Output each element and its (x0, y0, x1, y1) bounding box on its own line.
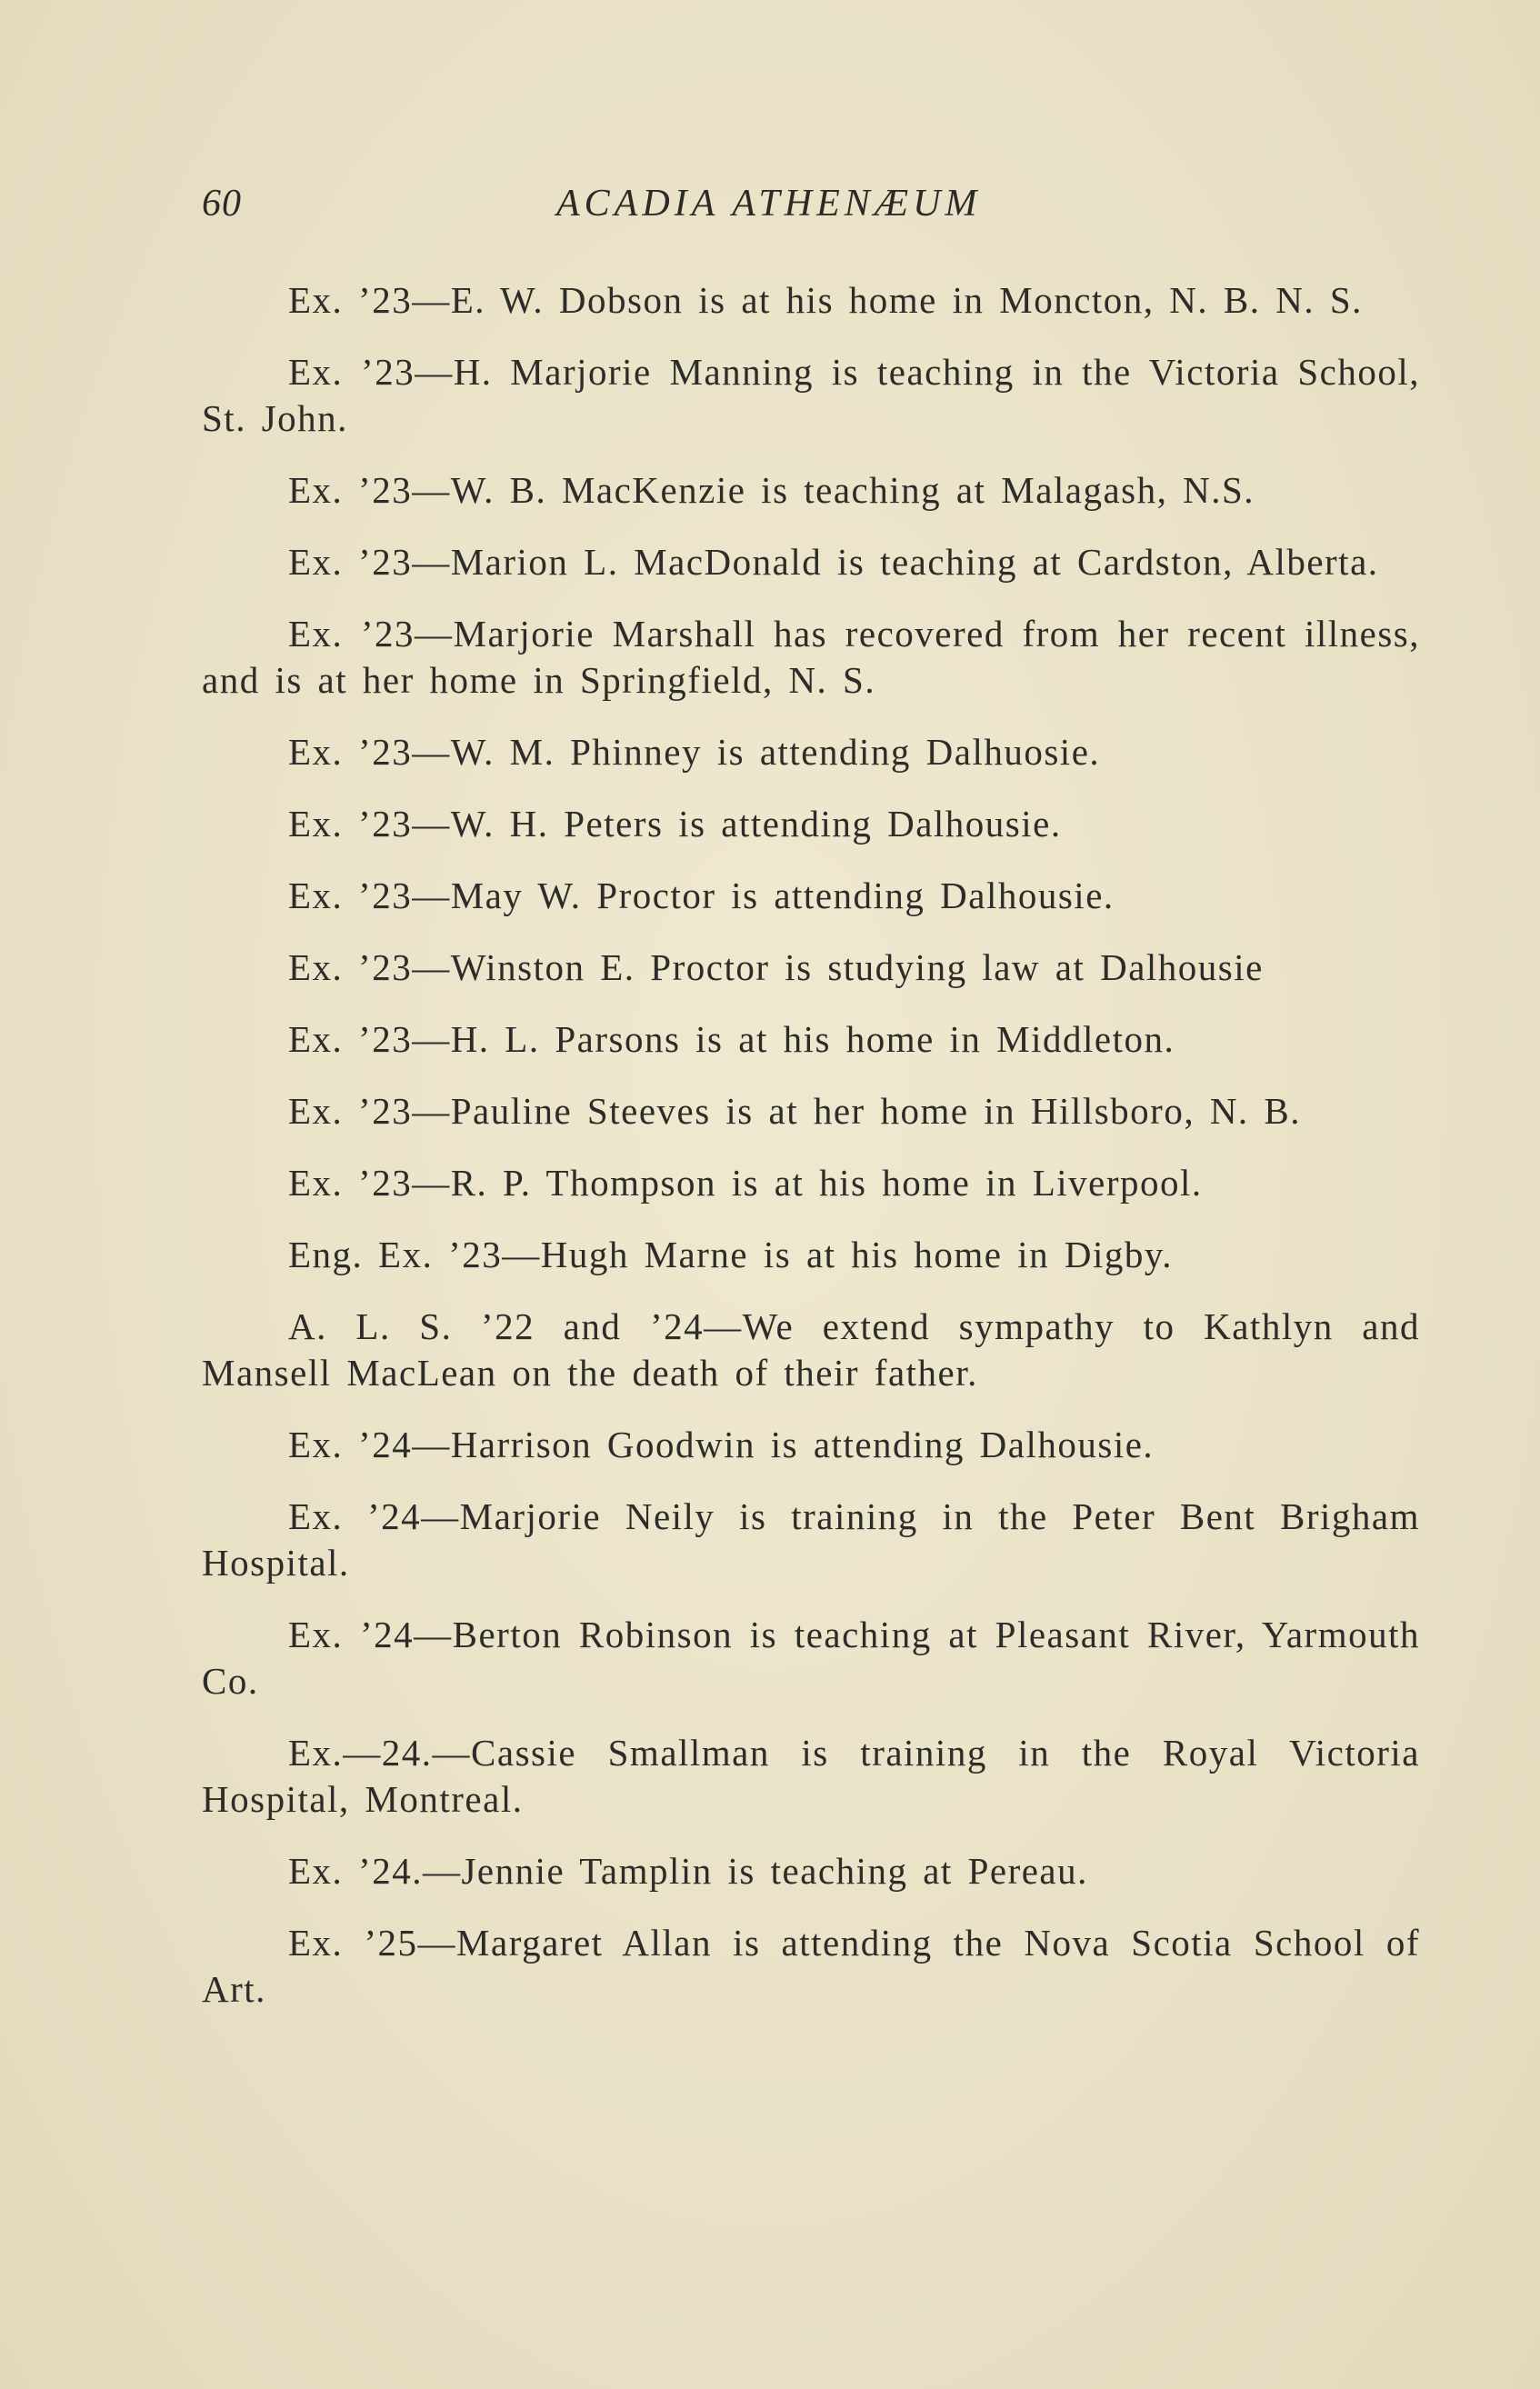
note-entry: Ex. ’23—E. W. Dobson is at his home in Moncton, N. B. N. S. (288, 279, 1363, 321)
note-entry: Ex. ’24—Berton Robinson is teaching at Pleasant River, Yarmouth Co. (202, 1614, 1420, 1702)
note-entry: Ex. ’23—W. H. Peters is attending Dalhousie. (288, 803, 1062, 845)
note-entry: Ex. ’23—W. B. MacKenzie is teaching at Malagash, N.S. (288, 469, 1255, 511)
alumni-notes (202, 277, 1420, 2038)
note-entry: Ex. ’25—Margaret Allan is attending the Nova Scotia School of Art. (202, 1922, 1420, 2010)
note-entry: Ex. ’23—H. Marjorie Manning is teaching in the Victoria School, St. John. (202, 351, 1420, 439)
note-entry: Ex. ’24—Marjorie Neily is training in the Peter Bent Brigham Hospital. (202, 1495, 1420, 1584)
note-entry: Ex. ’23—May W. Proctor is attending Dalhousie. (288, 875, 1115, 916)
note-entry: Ex. ’23—R. P. Thompson is at his home in Liverpool. (288, 1162, 1203, 1204)
page-header (202, 182, 1420, 245)
note-entry: Ex. ’23—W. M. Phinney is attending Dalhuosie. (288, 731, 1101, 773)
note-entry: Ex. ’23—H. L. Parsons is at his home in Middleton. (288, 1018, 1175, 1060)
note-entry: Ex.—24.—Cassie Smallman is training in the Royal Victoria Hospital, Montreal. (202, 1732, 1420, 1820)
note-entry: Ex. ’23—Winston E. Proctor is studying law at Dalhousie (288, 946, 1264, 988)
page-number: 60 (202, 183, 242, 225)
note-entry: Ex. ’24—Harrison Goodwin is attending Dalhousie. (288, 1424, 1155, 1465)
note-entry: Ex. ’23—Marjorie Marshall has recovered from her recent illness, and is at her home in Springfield, N. S. (202, 613, 1420, 701)
note-entry: Eng. Ex. ’23—Hugh Marne is at his home in Digby. (288, 1234, 1173, 1275)
running-title: ACADIA ATHENÆUM (556, 183, 982, 225)
note-entry: Ex. ’24.—Jennie Tamplin is teaching at Pereau. (288, 1850, 1088, 1892)
note-entry: A. L. S. ’22 and ’24—We extend sympathy to Kathlyn and Mansell MacLean on the death of their father. (202, 1305, 1420, 1394)
note-entry: Ex. ’23—Pauline Steeves is at her home in Hillsboro, N. B. (288, 1090, 1302, 1132)
note-entry: Ex. ’23—Marion L. MacDonald is teaching at Cardston, Alberta. (288, 541, 1379, 583)
